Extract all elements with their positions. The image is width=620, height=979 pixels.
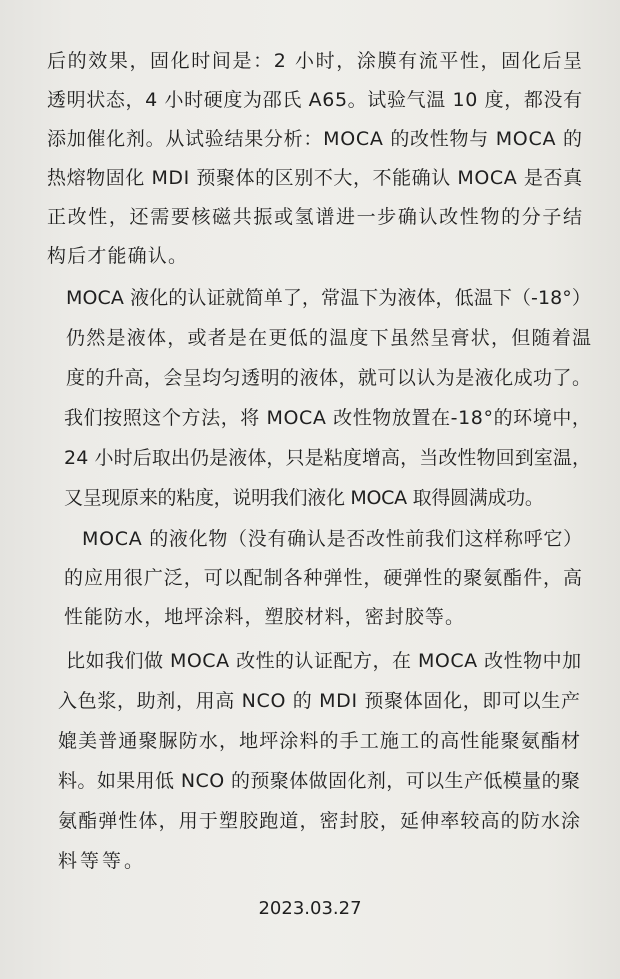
text-line: 热熔物固化 MDI 预聚体的区别不大，不能确认 MOCA 是否真 bbox=[47, 167, 583, 189]
text-line: 添加催化剂。从试验结果分析：MOCA 的改性物与 MOCA 的 bbox=[47, 128, 583, 150]
text-line: 24 小时后取出仍是液体，只是粘度增高，当改性物回到室温， bbox=[64, 447, 592, 469]
text-line: 我们按照这个方法，将 MOCA 改性物放置在-18°的环境中， bbox=[64, 407, 592, 429]
text-line: 仍然是液体，或者是在更低的温度下虽然呈膏状，但随着温 bbox=[66, 327, 593, 349]
text-line: 性能防水，地坪涂料，塑胶材料，密封胶等。 bbox=[64, 606, 466, 628]
text-line: 料等等。 bbox=[58, 850, 147, 872]
text-line: 媲美普通聚脲防水，地坪涂料的手工施工的高性能聚氨酯材 bbox=[58, 730, 582, 752]
text-line: 料。如果用低 NCO 的预聚体做固化剂，可以生产低模量的聚 bbox=[58, 770, 581, 792]
text-line: 度的升高，会呈均匀透明的液体，就可以认为是液化成功了。 bbox=[66, 367, 592, 389]
text-line: 比如我们做 MOCA 改性的认证配方，在 MOCA 改性物中加 bbox=[66, 650, 582, 672]
document-date: 2023.03.27 bbox=[258, 898, 362, 919]
text-line: 正改性，还需要核磁共振或氢谱进一步确认改性物的分子结 bbox=[47, 206, 584, 228]
text-line: 又呈现原来的粘度，说明我们液化 MOCA 取得圆满成功。 bbox=[64, 487, 544, 509]
text-line: 入色浆，助剂，用高 NCO 的 MDI 预聚体固化，即可以生产 bbox=[58, 690, 581, 712]
text-line: 的应用很广泛，可以配制各种弹性，硬弹性的聚氨酯件，高 bbox=[64, 567, 583, 589]
text-line: 透明状态，4 小时硬度为邵氏 A65。试验气温 10 度，都没有 bbox=[47, 89, 583, 111]
text-line: MOCA 的液化物（没有确认是否改性前我们这样称呼它） bbox=[82, 528, 583, 550]
text-line: 后的效果，固化时间是：2 小时，涂膜有流平性，固化后呈 bbox=[47, 50, 584, 72]
text-line: 氨酯弹性体，用于塑胶跑道，密封胶，延伸率较高的防水涂 bbox=[58, 810, 582, 832]
text-line: MOCA 液化的认证就简单了，常温下为液体，低温下（-18°） bbox=[66, 287, 591, 309]
text-line: 构后才能确认。 bbox=[47, 245, 189, 267]
